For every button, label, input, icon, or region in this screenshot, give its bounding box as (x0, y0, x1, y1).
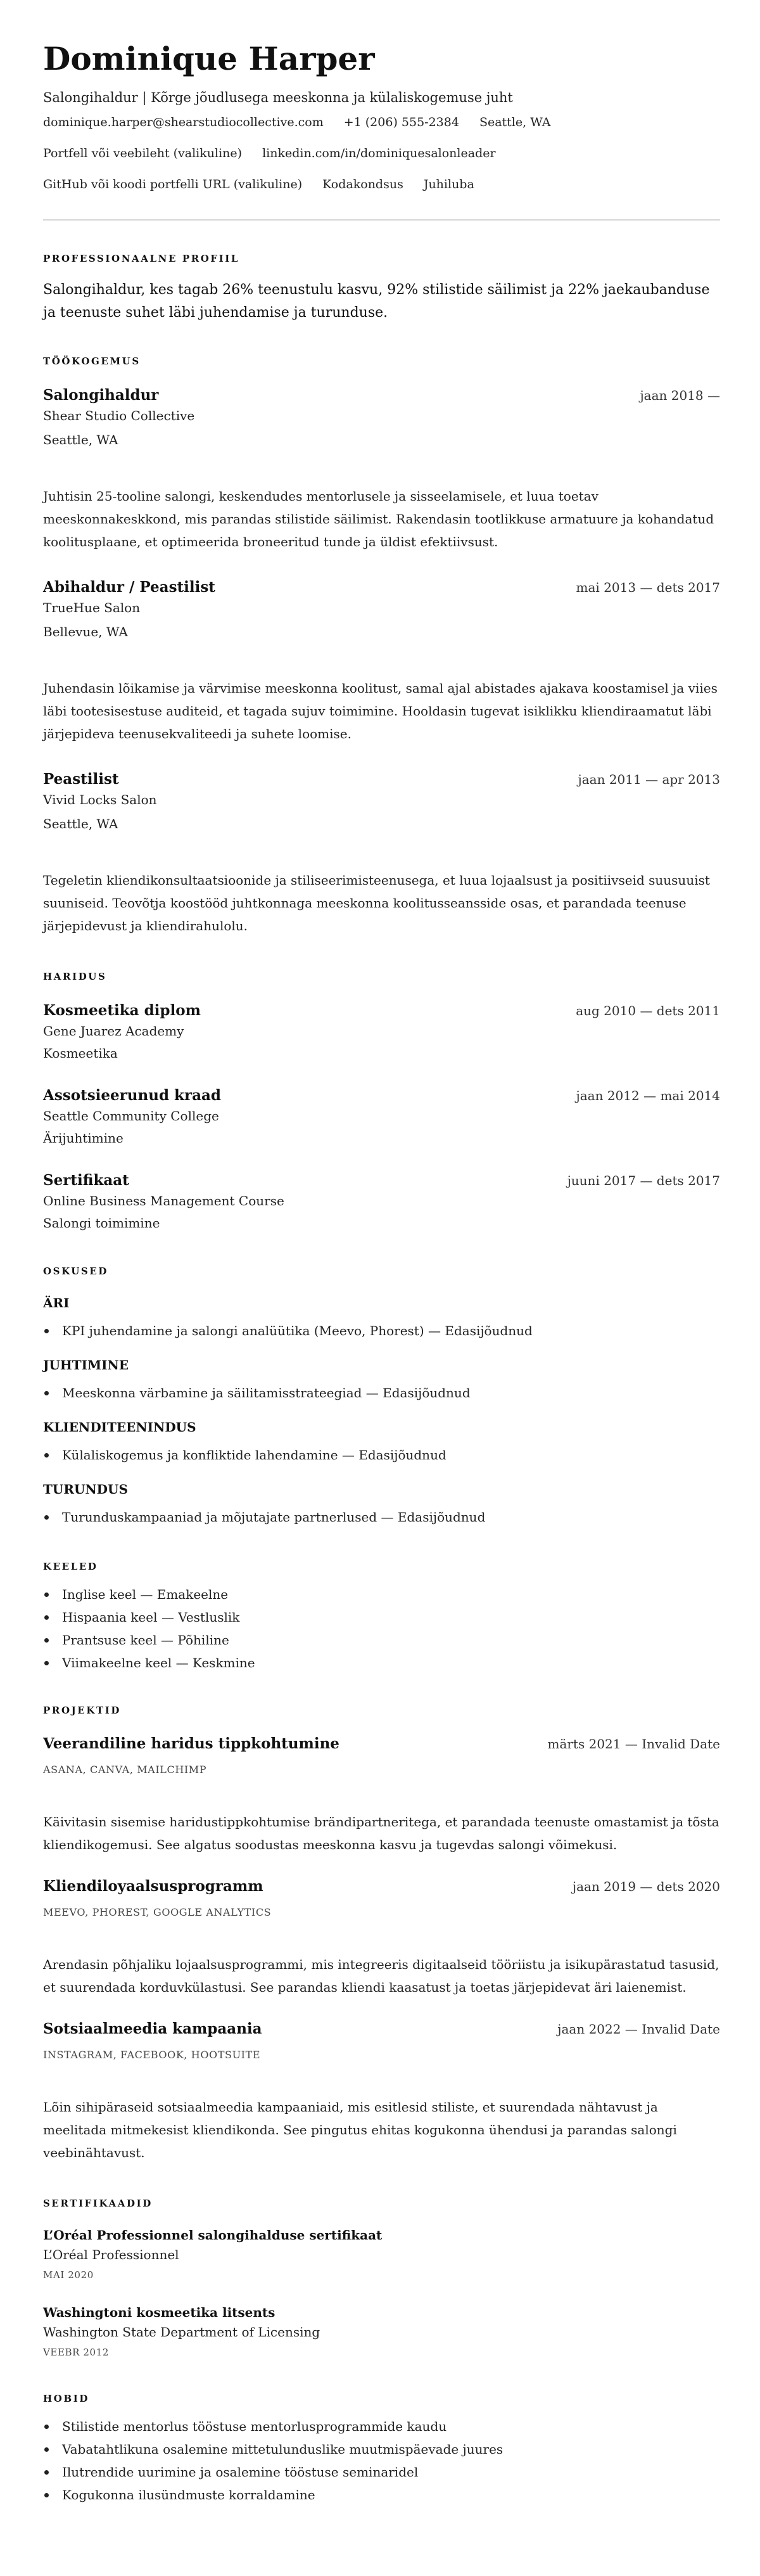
project-title: Sotsiaalmeedia kampaania (43, 2020, 262, 2037)
linkedin-link[interactable]: linkedin.com/in/dominiquesalonleader (262, 146, 496, 160)
hobby-item (43, 2483, 720, 2506)
skill-category: TURUNDUS (43, 1482, 128, 1497)
skill-item (43, 1506, 720, 1528)
job-title: Abihaldur / Peastilist (43, 579, 215, 596)
skill-text: Turunduskampaaniad ja mõjutajate partnerlused — Edasijõudnud (62, 1509, 486, 1525)
headline: Salongihaldur | Kõrge jõudlusega meeskonna ja külaliskogemuse juht (43, 90, 513, 105)
project-tech: ASANA, CANVA, MAILCHIMP (43, 1764, 207, 1776)
email-link[interactable]: dominique.harper@shearstudiocollective.com (43, 115, 324, 129)
resume-header (43, 39, 720, 200)
certification-title: Washingtoni kosmeetika litsents (43, 2305, 276, 2320)
section-heading: KEELED (43, 1561, 98, 1572)
contact-row (43, 107, 720, 138)
skill-category: JUHTIMINE (43, 1357, 129, 1373)
profile-section (43, 252, 720, 324)
education-entry (43, 1171, 720, 1234)
skill-group (43, 1419, 720, 1466)
project-entry (43, 2020, 720, 2164)
hobby-item (43, 2461, 720, 2483)
institution: Gene Juarez Academy (43, 1023, 184, 1039)
skill-group (43, 1357, 720, 1404)
job-location: Seattle, WA (43, 816, 118, 831)
citizenship: Kodakondsus (322, 177, 403, 191)
job-description: Juhtisin 25-tooline salongi, keskendudes mentorlusele ja sisseelamisele, et luua toetav meeskonnakeskkond, mis parandas stilistide säilimist. Rakendasin tootlikkuse armatuure ja kohandatud koolitusplaane, et optimeerida broneeritud tunde ja üldist efektiivsust. (43, 489, 714, 549)
phone: +1 (206) 555-2384 (343, 115, 459, 129)
language-item (43, 1583, 720, 1606)
bullet-icon (44, 2470, 49, 2475)
project-description: Lõin sihipäraseid sotsiaalmeedia kampaaniaid, mis esitlesid stiliste, et suurendada nähtavust ja meelitada mitmekesist kliendikonda. See pingutus ehitas kogukonna ühendusi ja parandas salongi veebinähtavust. (43, 2099, 677, 2160)
company: TrueHue Salon (43, 600, 141, 615)
skills-section (43, 1265, 720, 1528)
education-dates: jaan 2012 — mai 2014 (576, 1088, 720, 1103)
bullet-icon (44, 1638, 49, 1643)
skill-item (43, 1444, 720, 1466)
skill-group (43, 1481, 720, 1528)
language-item (43, 1629, 720, 1651)
github-link[interactable]: GitHub või koodi portfelli URL (valikuline) (43, 177, 303, 191)
project-description: Arendasin põhjaliku lojaalsusprogrammi, mis integreeris digitaalseid tööriistu ja isikupärastatud tasusid, et suurendada korduvkülastusi. See parandas kliendi kaasatust ja toetas järjepidevat äri laienemist. (43, 1957, 719, 1995)
project-title: Kliendiloyaalsusprogramm (43, 1878, 263, 1895)
language-text: Viimakeelne keel — Keskmine (62, 1655, 255, 1670)
section-heading: TÖÖKOGEMUS (43, 356, 141, 367)
language-item (43, 1606, 720, 1629)
certification-date: VEEBR 2012 (43, 2347, 109, 2358)
language-text: Inglise keel — Emakeelne (62, 1587, 229, 1602)
hobbies-section (43, 2392, 720, 2506)
job-entry (43, 770, 720, 937)
skill-text: KPI juhendamine ja salongi analüütika (Meevo, Phorest) — Edasijõudnud (62, 1323, 533, 1338)
education-dates: aug 2010 — dets 2011 (576, 1003, 720, 1018)
skill-text: Külaliskogemus ja konfliktide lahendamine — Edasijõudnud (62, 1447, 446, 1463)
degree: Kosmeetika diplom (43, 1002, 201, 1019)
project-tech: MEEVO, PHOREST, GOOGLE ANALYTICS (43, 1906, 272, 1918)
header-divider (43, 219, 720, 221)
hobby-item (43, 2415, 720, 2438)
portfolio-link[interactable]: Portfell või veebileht (valikuline) (43, 146, 243, 160)
languages-section (43, 1560, 720, 1674)
bullet-icon (44, 1592, 49, 1597)
job-description: Tegeletin kliendikonsultaatsioonide ja stiliseerimisteenusega, et luua lojaalsust ja positiivseid suusuuist suuniseid. Teovõtja koostööd juhtkonnaga meeskonna koolitusseansside osas, et parandada teenuse järjepidevust ja kliendirahulolu. (43, 873, 710, 933)
projects-section (43, 1704, 720, 2164)
skill-item (43, 1319, 720, 1342)
certification-entry (43, 2226, 720, 2284)
skill-item (43, 1381, 720, 1404)
skill-category: ÄRI (43, 1295, 70, 1310)
field-of-study: Salongi toimimine (43, 1215, 160, 1231)
job-entry (43, 578, 720, 745)
job-title: Salongihaldur (43, 387, 159, 404)
certification-title: L’Oréal Professionnel salongihalduse sertifikaat (43, 2227, 383, 2243)
field-of-study: Kosmeetika (43, 1046, 118, 1061)
location: Seattle, WA (479, 115, 551, 129)
education-entry (43, 1086, 720, 1150)
hobby-item (43, 2438, 720, 2461)
company: Shear Studio Collective (43, 408, 195, 423)
job-dates: mai 2013 — dets 2017 (576, 580, 720, 595)
section-heading: SERTIFIKAADID (43, 2198, 153, 2209)
bullet-icon (44, 1329, 49, 1333)
project-dates: märts 2021 — Invalid Date (547, 1736, 720, 1752)
education-dates: juuni 2017 — dets 2017 (567, 1173, 720, 1188)
skill-group (43, 1295, 720, 1342)
institution: Seattle Community College (43, 1108, 219, 1124)
job-description: Juhendasin lõikamise ja värvimise meeskonna koolitust, samal ajal abistades ajakava koostamisel ja viies läbi tootesisestuse auditeid, et tagada sujuv toimimine. Hooldasin tugevat isiklikku kliendiraamatut läbi järjepideva teenusekvaliteedi ja suhete loomise. (43, 681, 718, 741)
section-heading: PROJEKTID (43, 1705, 121, 1716)
bullet-icon (44, 1515, 49, 1520)
drivers-license: Juhiluba (423, 177, 474, 191)
project-dates: jaan 2022 — Invalid Date (557, 2022, 720, 2037)
bullet-icon (44, 2447, 49, 2452)
certification-entry (43, 2304, 720, 2362)
degree: Assotsieerunud kraad (43, 1087, 221, 1104)
bullet-icon (44, 1615, 49, 1620)
job-dates: jaan 2011 — apr 2013 (578, 772, 720, 787)
job-location: Bellevue, WA (43, 624, 128, 639)
section-heading: OSKUSED (43, 1266, 108, 1277)
education-entry (43, 1001, 720, 1065)
project-dates: jaan 2019 — dets 2020 (572, 1879, 720, 1894)
job-dates: jaan 2018 — (640, 388, 720, 403)
institution: Online Business Management Course (43, 1193, 284, 1208)
project-title: Veerandiline haridus tippkohtumine (43, 1735, 339, 1752)
degree: Sertifikaat (43, 1172, 129, 1189)
bullet-icon (44, 2425, 49, 2429)
certification-issuer: L’Oréal Professionnel (43, 2247, 179, 2262)
bullet-icon (44, 1453, 49, 1458)
candidate-name: Dominique Harper (43, 40, 375, 77)
education-section (43, 970, 720, 1234)
hobby-text: Stilistide mentorlus tööstuse mentorlusprogrammide kaudu (62, 2419, 447, 2434)
language-text: Hispaania keel — Vestluslik (62, 1610, 240, 1625)
hobby-text: Vabatahtlikuna osalemine mittetulunduslike muutmispäevade juures (62, 2442, 504, 2457)
field-of-study: Ärijuhtimine (43, 1131, 124, 1146)
job-entry (43, 386, 720, 553)
hobby-text: Kogukonna ilusündmuste korraldamine (62, 2487, 315, 2502)
profile-summary: Salongihaldur, kes tagab 26% teenustulu kasvu, 92% stilistide säilimist ja 22% jaekaubanduse ja teenuste suhet läbi juhendamise ja turunduse. (43, 282, 710, 321)
language-text: Prantsuse keel — Põhiline (62, 1632, 229, 1648)
section-heading: HARIDUS (43, 971, 107, 982)
skill-text: Meeskonna värbamine ja säilitamisstrateegiad — Edasijõudnud (62, 1385, 471, 1400)
hobby-text: Ilutrendide uurimine ja osalemine tööstuse seminaridel (62, 2464, 419, 2480)
certification-date: MAI 2020 (43, 2269, 94, 2281)
company: Vivid Locks Salon (43, 792, 157, 807)
language-item (43, 1651, 720, 1674)
contact-row (43, 169, 720, 200)
job-title: Peastilist (43, 771, 119, 788)
project-tech: INSTAGRAM, FACEBOOK, HOOTSUITE (43, 2049, 261, 2061)
skill-category: KLIENDITEENINDUS (43, 1419, 196, 1435)
project-entry (43, 1734, 720, 1856)
section-heading: PROFESSIONAALNE PROFIIL (43, 253, 240, 264)
project-description: Käivitasin sisemise haridustippkohtumise brändipartneritega, et parandada teenuste omastamist ja tõsta kliendikogemusi. See algatus soodustas meeskonna kasvu ja tugevdas salongi võimekusi. (43, 1814, 719, 1852)
bullet-icon (44, 1661, 49, 1665)
contact-row (43, 138, 720, 169)
section-heading: HOBID (43, 2393, 89, 2404)
bullet-icon (44, 2493, 49, 2497)
certification-issuer: Washington State Department of Licensing (43, 2324, 320, 2340)
project-entry (43, 1877, 720, 1999)
experience-section (43, 355, 720, 937)
bullet-icon (44, 1391, 49, 1395)
certifications-section (43, 2197, 720, 2362)
job-location: Seattle, WA (43, 432, 118, 447)
